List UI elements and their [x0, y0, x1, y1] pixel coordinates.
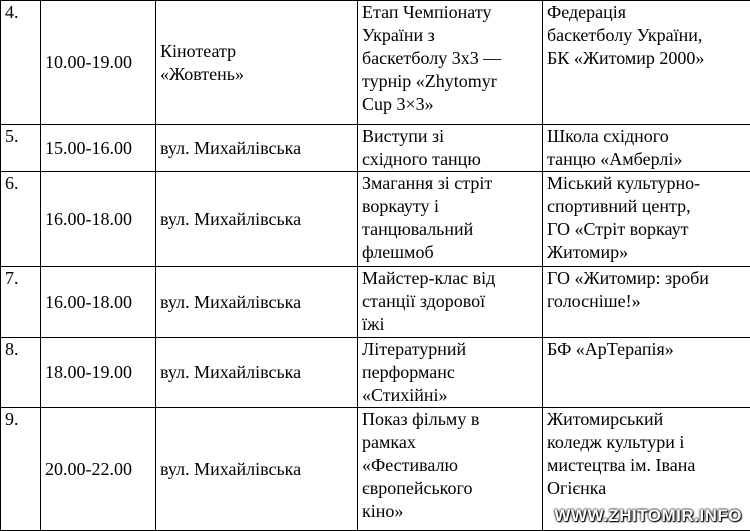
cell-line: Житомир» [547, 241, 746, 264]
cell-line: Міський культурно- [547, 172, 746, 195]
cell-line: БФ «АрТерапія» [547, 338, 746, 361]
event-cell [358, 1, 543, 125]
cell-line: Cup 3×3» [362, 93, 538, 116]
event-cell [358, 408, 543, 531]
cell-line: Майстер-клас від [362, 267, 538, 290]
place-cell [156, 125, 358, 172]
time-cell: 10.00-19.00 [41, 1, 156, 125]
event-cell [358, 172, 543, 267]
cell-line: вул. Михайлівська [160, 208, 353, 231]
row-number: 7. [1, 267, 41, 338]
cell-line: європейського [362, 477, 538, 500]
cell-line: України з [362, 24, 538, 47]
cell-line: Огієнка [547, 477, 746, 500]
cell-line: Змагання зі стріт [362, 172, 538, 195]
cell-line: ГО «Стріт воркаут [547, 218, 746, 241]
cell-line: рамках [362, 431, 538, 454]
table-row [1, 338, 750, 408]
cell-line: ГО «Житомир: зроби [547, 267, 746, 290]
cell-line: Етап Чемпіонату [362, 1, 538, 24]
event-cell [358, 125, 543, 172]
place-cell [156, 338, 358, 408]
time-cell: 15.00-16.00 [41, 125, 156, 172]
table-row [1, 172, 750, 267]
cell-line: танцювальний [362, 218, 538, 241]
cell-line: танцю «Амберлі» [547, 148, 746, 171]
row-number: 5. [1, 125, 41, 172]
event-cell [358, 338, 543, 408]
place-cell [156, 172, 358, 267]
cell-line: їжі [362, 313, 538, 336]
cell-line: вул. Михайлівська [160, 137, 353, 160]
cell-line: «Жовтень» [160, 63, 353, 86]
cell-line: турнір «Zhytomyr [362, 70, 538, 93]
cell-line: вул. Михайлівська [160, 361, 353, 384]
cell-line: Показ фільму в [362, 408, 538, 431]
cell-line: БК «Житомир 2000» [547, 47, 746, 70]
time-cell: 20.00-22.00 [41, 408, 156, 531]
cell-line: Літературний [362, 338, 538, 361]
organizer-cell [543, 267, 750, 338]
row-number: 6. [1, 172, 41, 267]
cell-line: східного танцю [362, 148, 538, 171]
organizer-cell [543, 1, 750, 125]
cell-line: баскетболу 3х3 — [362, 47, 538, 70]
table-row [1, 1, 750, 125]
table-row [1, 125, 750, 172]
cell-line: баскетболу України, [547, 24, 746, 47]
cell-line: Федерація [547, 1, 746, 24]
cell-line: вул. Михайлівська [160, 291, 353, 314]
table-row [1, 267, 750, 338]
cell-line: станції здорової [362, 290, 538, 313]
cell-line: «Стихійні» [362, 384, 538, 407]
cell-line: вул. Михайлівська [160, 458, 353, 481]
site-watermark: WWW.ZHITOMIR.INFO [554, 506, 742, 526]
organizer-cell [543, 172, 750, 267]
row-number: 9. [1, 408, 41, 531]
schedule-rows [1, 1, 750, 531]
cell-line: перформанс [362, 361, 538, 384]
row-number: 8. [1, 338, 41, 408]
time-cell: 16.00-18.00 [41, 267, 156, 338]
cell-line: воркауту і [362, 195, 538, 218]
cell-line: мистецтва ім. Івана [547, 454, 746, 477]
place-cell [156, 408, 358, 531]
place-cell [156, 267, 358, 338]
cell-line: Житомирський [547, 408, 746, 431]
time-cell: 18.00-19.00 [41, 338, 156, 408]
cell-line: флешмоб [362, 241, 538, 264]
time-cell: 16.00-18.00 [41, 172, 156, 267]
cell-line: спортивний центр, [547, 195, 746, 218]
row-number: 4. [1, 1, 41, 125]
cell-line: Кінотеатр [160, 40, 353, 63]
cell-line: голосніше!» [547, 290, 746, 313]
cell-line: Школа східного [547, 125, 746, 148]
cell-line: коледж культури і [547, 431, 746, 454]
organizer-cell [543, 125, 750, 172]
place-cell [156, 1, 358, 125]
cell-line: Виступи зі [362, 125, 538, 148]
organizer-cell [543, 338, 750, 408]
event-cell [358, 267, 543, 338]
cell-line: кіно» [362, 500, 538, 523]
cell-line: «Фестивалю [362, 454, 538, 477]
